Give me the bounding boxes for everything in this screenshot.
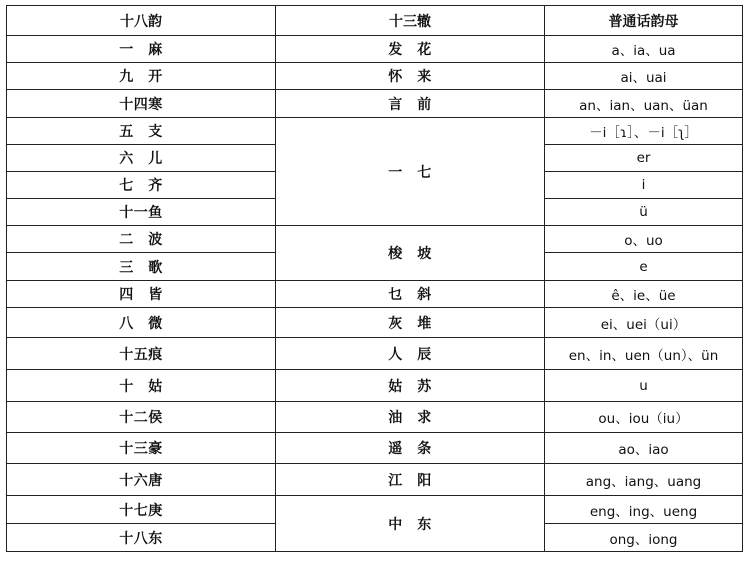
header-thirteen-rhyme-groups: 十三辙 — [276, 6, 545, 36]
rhyme-group-cell: 怀 来 — [276, 63, 545, 90]
table-row — [7, 370, 743, 402]
finals-cell: ü — [545, 199, 743, 226]
finals-cell: －i［ɿ］、－i［ʅ］ — [545, 118, 743, 145]
finals-cell: ê、ie、üe — [545, 281, 743, 308]
rhyme-cell: 十三豪 — [7, 433, 276, 464]
finals-cell: u — [545, 370, 743, 402]
rhyme-cell: 五 支 — [7, 118, 276, 145]
finals-cell: ang、iang、uang — [545, 464, 743, 496]
header-row — [7, 6, 743, 36]
finals-cell: ao、iao — [545, 433, 743, 464]
rhyme-cell: 十四寒 — [7, 90, 276, 118]
rhyme-group-cell: 灰 堆 — [276, 308, 545, 338]
finals-cell: ei、uei（ui） — [545, 308, 743, 338]
table-row — [7, 308, 743, 338]
table-row — [7, 226, 743, 253]
finals-cell: i — [545, 172, 743, 199]
rhyme-group-cell: 姑 苏 — [276, 370, 545, 402]
rhyme-group-cell: 言 前 — [276, 90, 545, 118]
rhyme-group-cell: 一 七 — [276, 118, 545, 226]
finals-cell: er — [545, 145, 743, 172]
table-row — [7, 36, 743, 63]
table-row — [7, 118, 743, 145]
table-row — [7, 402, 743, 433]
finals-cell: ai、uai — [545, 63, 743, 90]
rhyme-cell: 十 姑 — [7, 370, 276, 402]
rhyme-cell: 十七庚 — [7, 496, 276, 524]
rhyme-group-cell: 遥 条 — [276, 433, 545, 464]
rhyme-cell: 七 齐 — [7, 172, 276, 199]
header-mandarin-finals: 普通话韵母 — [545, 6, 743, 36]
header-eighteen-rhymes: 十八韵 — [7, 6, 276, 36]
rhyme-cell: 九 开 — [7, 63, 276, 90]
rhyme-group-cell: 梭 坡 — [276, 226, 545, 281]
rhyme-group-cell: 乜 斜 — [276, 281, 545, 308]
finals-cell: eng、ing、ueng — [545, 496, 743, 524]
finals-cell: e — [545, 253, 743, 281]
finals-cell: ong、iong — [545, 524, 743, 552]
rhyme-cell: 十五痕 — [7, 338, 276, 370]
rhyme-cell: 十八东 — [7, 524, 276, 552]
table-row — [7, 464, 743, 496]
rhyme-group-cell: 人 辰 — [276, 338, 545, 370]
rhyme-group-cell: 江 阳 — [276, 464, 545, 496]
rhyme-cell: 六 儿 — [7, 145, 276, 172]
rhyme-cell: 八 微 — [7, 308, 276, 338]
table-row — [7, 338, 743, 370]
rhyme-cell: 十一鱼 — [7, 199, 276, 226]
rhyme-cell: 十六唐 — [7, 464, 276, 496]
rhyme-comparison-table — [6, 5, 743, 552]
table-row — [7, 63, 743, 90]
finals-cell: a、ia、ua — [545, 36, 743, 63]
table-row — [7, 281, 743, 308]
rhyme-cell: 三 歌 — [7, 253, 276, 281]
table-row — [7, 433, 743, 464]
rhyme-cell: 十二侯 — [7, 402, 276, 433]
finals-cell: an、ian、uan、üan — [545, 90, 743, 118]
table-row — [7, 496, 743, 524]
rhyme-cell: 二 波 — [7, 226, 276, 253]
finals-cell: o、uo — [545, 226, 743, 253]
table-row — [7, 90, 743, 118]
rhyme-group-cell: 中 东 — [276, 496, 545, 552]
finals-cell: en、in、uen（un）、ün — [545, 338, 743, 370]
finals-cell: ou、iou（iu） — [545, 402, 743, 433]
rhyme-group-cell: 发 花 — [276, 36, 545, 63]
rhyme-cell: 四 皆 — [7, 281, 276, 308]
rhyme-cell: 一 麻 — [7, 36, 276, 63]
rhyme-group-cell: 油 求 — [276, 402, 545, 433]
